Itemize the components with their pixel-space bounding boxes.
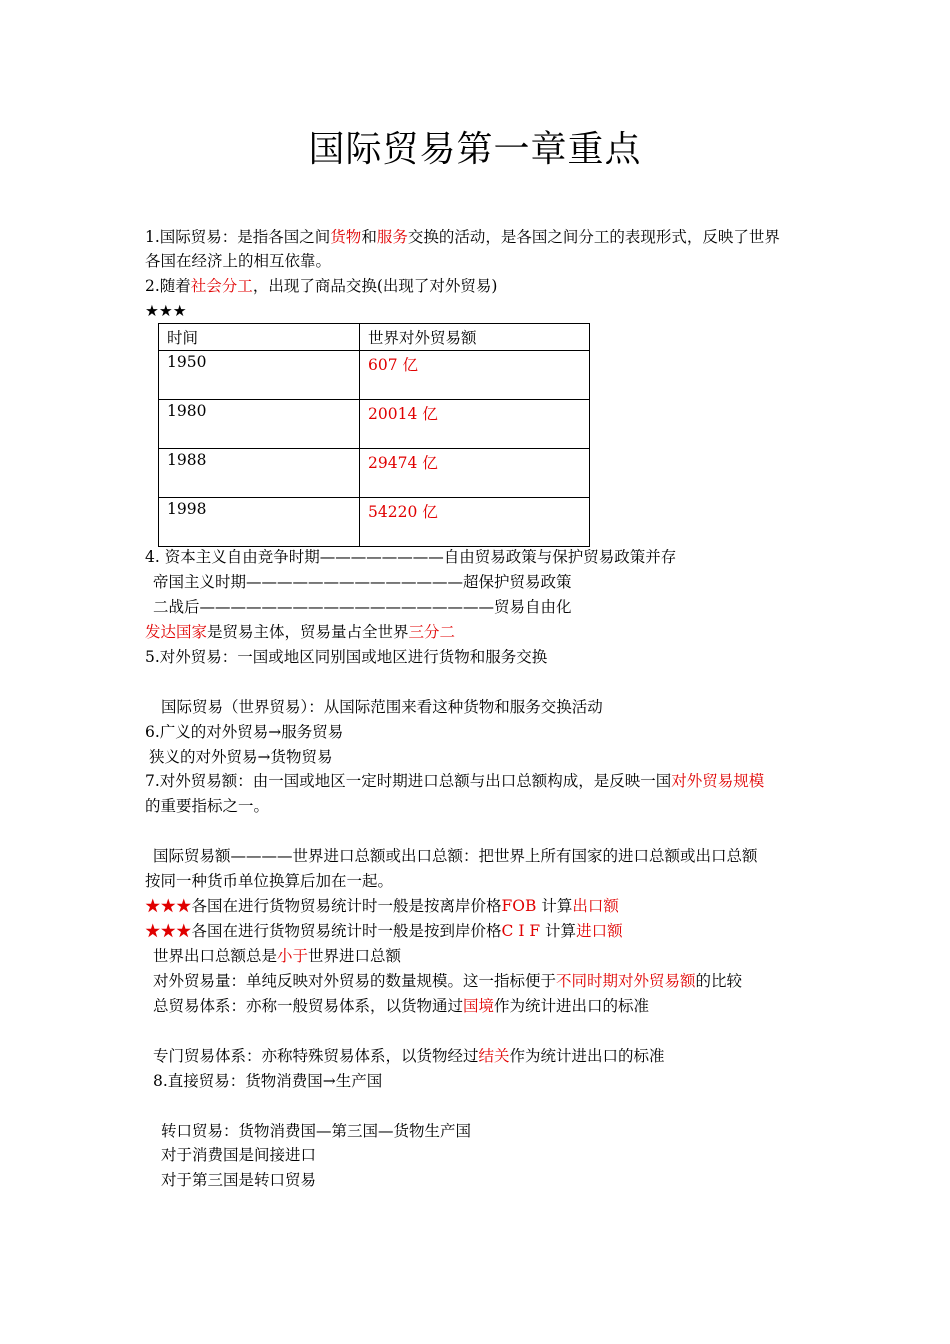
cell-amount: 607 亿 bbox=[360, 351, 590, 400]
text: 计算 bbox=[540, 922, 577, 940]
special-trade-system-line bbox=[153, 1045, 665, 1067]
cell-year: 1998 bbox=[159, 498, 360, 547]
text: 交换的活动，是各国之间分工的表现形式，反映了世界 bbox=[407, 228, 780, 246]
cif-line bbox=[145, 920, 623, 942]
paragraph-4-line-1: 4. 资本主义自由竞争时期————————自由贸易政策与保护贸易政策并存 bbox=[145, 548, 677, 566]
highlight-border: 国境 bbox=[463, 997, 495, 1015]
trade-volume-line bbox=[153, 970, 742, 992]
text: 对外贸易量：单纯反映对外贸易的数量规模。这一指标便于 bbox=[153, 972, 557, 990]
paragraph-8-line-4: 对于第三国是转口贸易 bbox=[161, 1171, 317, 1189]
text: 7.对外贸易额：由一国或地区一定时期进口总额与出口总额构成，是反映一国 bbox=[145, 772, 672, 790]
paragraph-2 bbox=[145, 275, 497, 297]
text: 的比较 bbox=[695, 972, 743, 990]
star-rating: ★★★ bbox=[145, 302, 187, 320]
star-rating: ★★★ bbox=[145, 897, 192, 915]
star-rating: ★★★ bbox=[145, 922, 192, 940]
paragraph-6-line-1: 6.广义的对外贸易→服务贸易 bbox=[145, 723, 344, 741]
text: 作为统计进出口的标准 bbox=[494, 997, 650, 1015]
cell-year: 1980 bbox=[159, 400, 360, 449]
highlight-fob: FOB bbox=[501, 897, 537, 915]
highlight-different-periods: 不同时期对外贸易额 bbox=[556, 972, 696, 990]
paragraph-7-line-3: 国际贸易额————世界进口总额或出口总额：把世界上所有国家的进口总额或出口总额 bbox=[153, 847, 758, 865]
text: ，出现了商品交换(出现了对外贸易) bbox=[252, 277, 498, 295]
table-row bbox=[159, 351, 590, 400]
table-row bbox=[159, 498, 590, 547]
paragraph-4-line-2: 帝国主义时期——————————————超保护贸易政策 bbox=[153, 573, 572, 591]
fob-line bbox=[145, 895, 619, 917]
paragraph-7-line-4: 按同一种货币单位换算后加在一起。 bbox=[145, 872, 394, 890]
highlight-customs-clearance: 结关 bbox=[478, 1047, 510, 1065]
header-time: 时间 bbox=[159, 324, 360, 351]
highlight-less-than: 小于 bbox=[277, 947, 309, 965]
text: 2.随着 bbox=[145, 277, 191, 295]
highlight-export-amount: 出口额 bbox=[572, 897, 619, 915]
cell-amount: 29474 亿 bbox=[360, 449, 590, 498]
cell-year: 1950 bbox=[159, 351, 360, 400]
general-trade-system-line bbox=[153, 995, 649, 1017]
highlight-social-division: 社会分工 bbox=[190, 277, 253, 295]
highlight-cif: C I F bbox=[501, 922, 541, 940]
highlight-trade-scale: 对外贸易规模 bbox=[671, 772, 765, 790]
text: 1.国际贸易：是指各国之间 bbox=[145, 228, 331, 246]
paragraph-5-line-2: 国际贸易（世界贸易）：从国际范围来看这种货物和服务交换活动 bbox=[161, 698, 603, 716]
highlight-services: 服务 bbox=[376, 228, 408, 246]
text: 和 bbox=[361, 228, 377, 246]
text: 计算 bbox=[536, 897, 573, 915]
highlight-two-thirds: 三分二 bbox=[408, 623, 456, 641]
highlight-goods: 货物 bbox=[330, 228, 362, 246]
paragraph-8-line-3: 对于消费国是间接进口 bbox=[161, 1146, 317, 1164]
cell-year: 1988 bbox=[159, 449, 360, 498]
cell-amount: 54220 亿 bbox=[360, 498, 590, 547]
table-header-row bbox=[159, 324, 590, 351]
trade-volume-table bbox=[158, 323, 590, 547]
text: 各国在进行货物贸易统计时一般是按到岸价格 bbox=[191, 922, 502, 940]
cell-amount: 20014 亿 bbox=[360, 400, 590, 449]
paragraph-4-line-4 bbox=[145, 621, 455, 643]
text: 世界出口总额总是 bbox=[153, 947, 278, 965]
text: 作为统计进出口的标准 bbox=[509, 1047, 665, 1065]
document-title: 国际贸易第一章重点 bbox=[308, 129, 642, 170]
paragraph-1-line-1 bbox=[145, 226, 780, 248]
paragraph-6-line-2: 狭义的对外贸易→货物贸易 bbox=[149, 748, 333, 766]
highlight-developed-countries: 发达国家 bbox=[145, 623, 208, 641]
text: 世界进口总额 bbox=[308, 947, 402, 965]
text: 是贸易主体，贸易量占全世界 bbox=[207, 623, 409, 641]
table-row bbox=[159, 449, 590, 498]
paragraph-5-line-1: 5.对外贸易：一国或地区同别国或地区进行货物和服务交换 bbox=[145, 648, 548, 666]
text: 专门贸易体系：亦称特殊贸易体系，以货物经过 bbox=[153, 1047, 479, 1065]
paragraph-8-line-2: 转口贸易：货物消费国—第三国—货物生产国 bbox=[161, 1122, 472, 1140]
text: 各国在进行货物贸易统计时一般是按离岸价格 bbox=[191, 897, 502, 915]
world-export-line bbox=[153, 945, 401, 967]
table-row bbox=[159, 400, 590, 449]
paragraph-7-line-2: 的重要指标之一。 bbox=[145, 797, 270, 815]
paragraph-4-line-3: 二战后———————————————————贸易自由化 bbox=[153, 598, 572, 616]
paragraph-7-line-1 bbox=[145, 770, 764, 792]
paragraph-8-line-1: 8.直接贸易：货物消费国→生产国 bbox=[153, 1072, 383, 1090]
highlight-import-amount: 进口额 bbox=[576, 922, 623, 940]
paragraph-1-line-2: 各国在经济上的相互依靠。 bbox=[145, 252, 332, 270]
header-amount: 世界对外贸易额 bbox=[360, 324, 590, 351]
text: 总贸易体系：亦称一般贸易体系，以货物通过 bbox=[153, 997, 464, 1015]
